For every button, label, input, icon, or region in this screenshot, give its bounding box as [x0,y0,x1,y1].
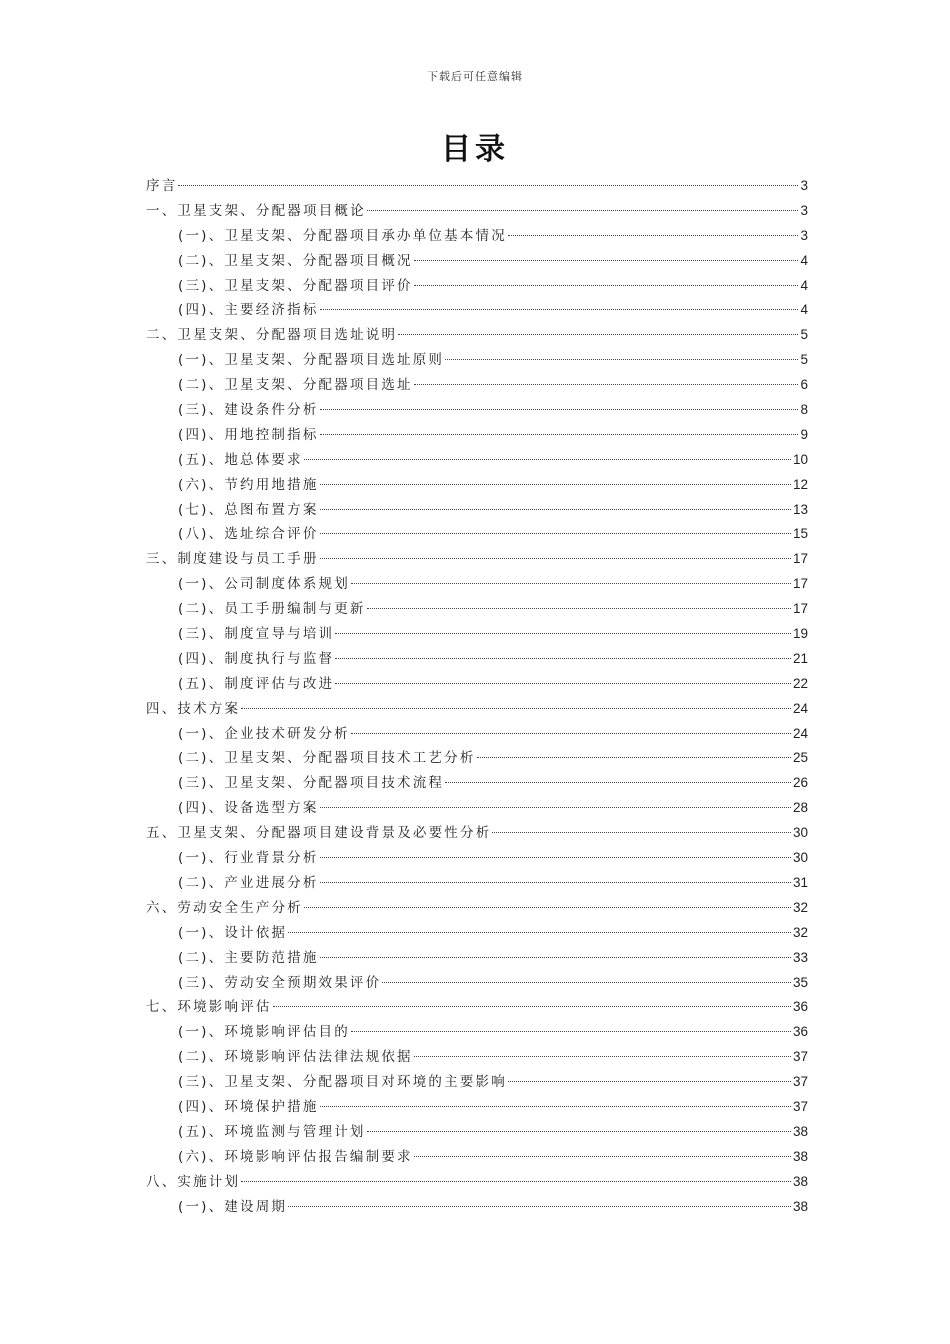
toc-page-number: 36 [792,999,808,1015]
toc-entry-text: (二)、环境影响评估法律法规依据 [178,1049,413,1066]
toc-entry-text: (一)、建设周期 [178,1198,288,1215]
toc-entry-text: (三)、劳动安全预期效果评价 [178,974,382,991]
toc-dot-leader [508,235,799,236]
toc-entry-text: 五、卫星支架、分配器项目建设背景及必要性分析 [146,825,492,842]
toc-entry-text: 八、实施计划 [146,1173,241,1190]
toc-subsection-entry[interactable] [146,298,808,323]
toc-page-number: 5 [800,327,808,343]
toc-dot-leader [304,459,791,460]
toc-dot-leader [320,309,799,310]
toc-section-entry[interactable] [146,697,808,722]
toc-section-entry[interactable] [146,896,808,921]
toc-entry-text: (七)、总图布置方案 [178,501,319,518]
toc-entry-text: (四)、主要经济指标 [178,302,319,319]
toc-entry-text: (一)、公司制度体系规划 [178,576,350,593]
toc-dot-leader [414,1056,791,1057]
toc-dot-leader [304,907,791,908]
toc-dot-leader [241,708,791,709]
toc-dot-leader [477,757,791,758]
toc-dot-leader [382,982,791,983]
toc-entry-text: 七、环境影响评估 [146,999,272,1016]
toc-dot-leader [320,409,799,410]
toc-entry-text: (二)、产业进展分析 [178,874,319,891]
toc-entry-text: 三、制度建设与员工手册 [146,551,319,568]
toc-entry-text: (三)、卫星支架、分配器项目对环境的主要影响 [178,1074,507,1091]
toc-page-number: 12 [792,476,808,492]
toc-entry-text: (二)、员工手册编制与更新 [178,601,366,618]
toc-page-number: 3 [800,202,808,218]
toc-entry-text: (四)、环境保护措施 [178,1098,319,1115]
toc-page-number: 6 [800,377,808,393]
toc-dot-leader [367,210,799,211]
toc-page-number: 36 [792,1024,808,1040]
toc-subsection-entry[interactable] [146,1120,808,1145]
toc-section-entry[interactable] [146,323,808,348]
toc-subsection-entry[interactable] [146,1070,808,1095]
toc-dot-leader [414,285,799,286]
toc-entry-text: (四)、用地控制指标 [178,426,319,443]
toc-dot-leader [414,1156,791,1157]
toc-entry-text: (五)、环境监测与管理计划 [178,1123,366,1140]
toc-entry-text: (三)、卫星支架、分配器项目评价 [178,277,413,294]
toc-dot-leader [492,832,791,833]
toc-subsection-entry[interactable] [146,522,808,547]
toc-dot-leader [335,633,791,634]
toc-dot-leader [241,1181,791,1182]
toc-subsection-entry[interactable] [146,722,808,747]
toc-subsection-entry[interactable] [146,348,808,373]
toc-subsection-entry[interactable] [146,871,808,896]
toc-page-number: 35 [792,974,808,990]
toc-entry-text: (六)、环境影响评估报告编制要求 [178,1148,413,1165]
toc-dot-leader [320,807,791,808]
toc-entry-text: (一)、环境影响评估目的 [178,1024,350,1041]
toc-entry-text: 一、卫星支架、分配器项目概论 [146,202,366,219]
toc-page-number: 10 [792,451,808,467]
toc-page-number: 15 [792,526,808,542]
toc-entry-text: 四、技术方案 [146,700,241,717]
toc-page-number: 17 [792,601,808,617]
toc-entry-text: (五)、制度评估与改进 [178,675,335,692]
toc-dot-leader [414,384,799,385]
toc-page-number: 3 [800,178,808,193]
toc-section-entry[interactable] [146,995,808,1020]
toc-subsection-entry[interactable] [146,423,808,448]
toc-page-number: 37 [792,1049,808,1065]
toc-page-number: 31 [792,874,808,890]
toc-dot-leader [351,733,791,734]
toc-page-number: 37 [792,1098,808,1114]
toc-page-number: 24 [792,725,808,741]
toc-subsection-entry[interactable] [146,971,808,996]
toc-subsection-entry[interactable] [146,249,808,274]
toc-section-entry[interactable] [146,174,808,199]
toc-dot-leader [320,558,791,559]
toc-entry-text: (四)、设备选型方案 [178,800,319,817]
toc-entry-text: (八)、选址综合评价 [178,526,319,543]
toc-page-number: 5 [800,352,808,368]
toc-page-number: 4 [800,302,808,318]
toc-page-number: 38 [792,1198,808,1214]
table-of-contents [146,174,808,1219]
toc-entry-text: (一)、设计依据 [178,924,288,941]
toc-subsection-entry[interactable] [146,746,808,771]
toc-entry-text: (四)、制度执行与监督 [178,650,335,667]
toc-dot-leader [367,1131,791,1132]
toc-subsection-entry[interactable] [146,946,808,971]
toc-page-number: 32 [792,924,808,940]
toc-page-number: 8 [800,402,808,418]
toc-dot-leader [398,334,798,335]
toc-dot-leader [508,1081,791,1082]
toc-subsection-entry[interactable] [146,647,808,672]
toc-page-number: 28 [792,800,808,816]
toc-subsection-entry[interactable] [146,1195,808,1220]
toc-page-number: 32 [792,899,808,915]
toc-subsection-entry[interactable] [146,597,808,622]
toc-entry-text: (二)、卫星支架、分配器项目概况 [178,252,413,269]
toc-dot-leader [445,782,791,783]
toc-entry-text: (二)、卫星支架、分配器项目选址 [178,377,413,394]
toc-entry-text: (一)、卫星支架、分配器项目选址原则 [178,352,445,369]
toc-page-number: 26 [792,775,808,791]
toc-entry-text: (一)、卫星支架、分配器项目承办单位基本情况 [178,227,507,244]
toc-dot-leader [320,882,791,883]
toc-subsection-entry[interactable] [146,274,808,299]
toc-dot-leader [351,1031,791,1032]
toc-subsection-entry[interactable] [146,1045,808,1070]
toc-dot-leader [288,932,791,933]
toc-dot-leader [288,1206,791,1207]
toc-page-number: 30 [792,825,808,841]
toc-dot-leader [367,608,791,609]
toc-dot-leader [178,185,798,186]
toc-page-number: 19 [792,626,808,642]
toc-dot-leader [320,509,791,510]
toc-section-entry[interactable] [146,199,808,224]
toc-dot-leader [414,260,799,261]
toc-entry-text: (五)、地总体要求 [178,451,303,468]
toc-subsection-entry[interactable] [146,622,808,647]
toc-entry-text: (二)、卫星支架、分配器项目技术工艺分析 [178,750,476,767]
toc-page-number: 25 [792,750,808,766]
toc-dot-leader [445,359,798,360]
toc-page-number: 3 [800,227,808,243]
toc-subsection-entry[interactable] [146,1095,808,1120]
toc-entry-text: (一)、行业背景分析 [178,850,319,867]
toc-entry-text: (三)、制度宣导与培训 [178,626,335,643]
toc-subsection-entry[interactable] [146,921,808,946]
toc-subsection-entry[interactable] [146,373,808,398]
toc-entry-text: 二、卫星支架、分配器项目选址说明 [146,327,398,344]
toc-entry-text: (三)、建设条件分析 [178,402,319,419]
toc-page-number: 38 [792,1148,808,1164]
toc-page-number: 17 [792,576,808,592]
toc-subsection-entry[interactable] [146,771,808,796]
toc-page-number: 38 [792,1173,808,1189]
toc-subsection-entry[interactable] [146,448,808,473]
toc-subsection-entry[interactable] [146,796,808,821]
toc-entry-text: (二)、主要防范措施 [178,949,319,966]
toc-entry-text: 六、劳动安全生产分析 [146,899,303,916]
toc-subsection-entry[interactable] [146,398,808,423]
toc-subsection-entry[interactable] [146,572,808,597]
toc-dot-leader [335,658,791,659]
toc-subsection-entry[interactable] [146,224,808,249]
toc-dot-leader [351,583,791,584]
toc-dot-leader [320,857,791,858]
toc-dot-leader [320,434,799,435]
toc-page-number: 37 [792,1074,808,1090]
toc-subsection-entry[interactable] [146,1020,808,1045]
toc-entry-text: (一)、企业技术研发分析 [178,725,350,742]
toc-page-number: 33 [792,949,808,965]
toc-dot-leader [320,957,791,958]
toc-page-number: 24 [792,700,808,716]
toc-dot-leader [273,1006,791,1007]
toc-entry-text: 序言 [146,178,178,194]
toc-entry-text: (三)、卫星支架、分配器项目技术流程 [178,775,445,792]
toc-subsection-entry[interactable] [146,473,808,498]
toc-subsection-entry[interactable] [146,498,808,523]
toc-page-number: 4 [800,277,808,293]
toc-page-number: 4 [800,252,808,268]
toc-subsection-entry[interactable] [146,672,808,697]
toc-section-entry[interactable] [146,1170,808,1195]
toc-dot-leader [335,683,791,684]
toc-page-number: 38 [792,1123,808,1139]
toc-subsection-entry[interactable] [146,1145,808,1170]
header-note: 下载后可任意编辑 [427,70,523,83]
toc-page-number: 22 [792,675,808,691]
toc-page-number: 9 [800,426,808,442]
toc-section-entry[interactable] [146,821,808,846]
toc-dot-leader [320,484,791,485]
toc-dot-leader [320,533,791,534]
toc-page-number: 30 [792,850,808,866]
page-title: 目录 [441,132,509,167]
toc-section-entry[interactable] [146,547,808,572]
toc-page-number: 21 [792,650,808,666]
toc-entry-text: (六)、节约用地措施 [178,476,319,493]
toc-page-number: 13 [792,501,808,517]
toc-page-number: 17 [792,551,808,567]
toc-subsection-entry[interactable] [146,846,808,871]
toc-dot-leader [320,1106,791,1107]
